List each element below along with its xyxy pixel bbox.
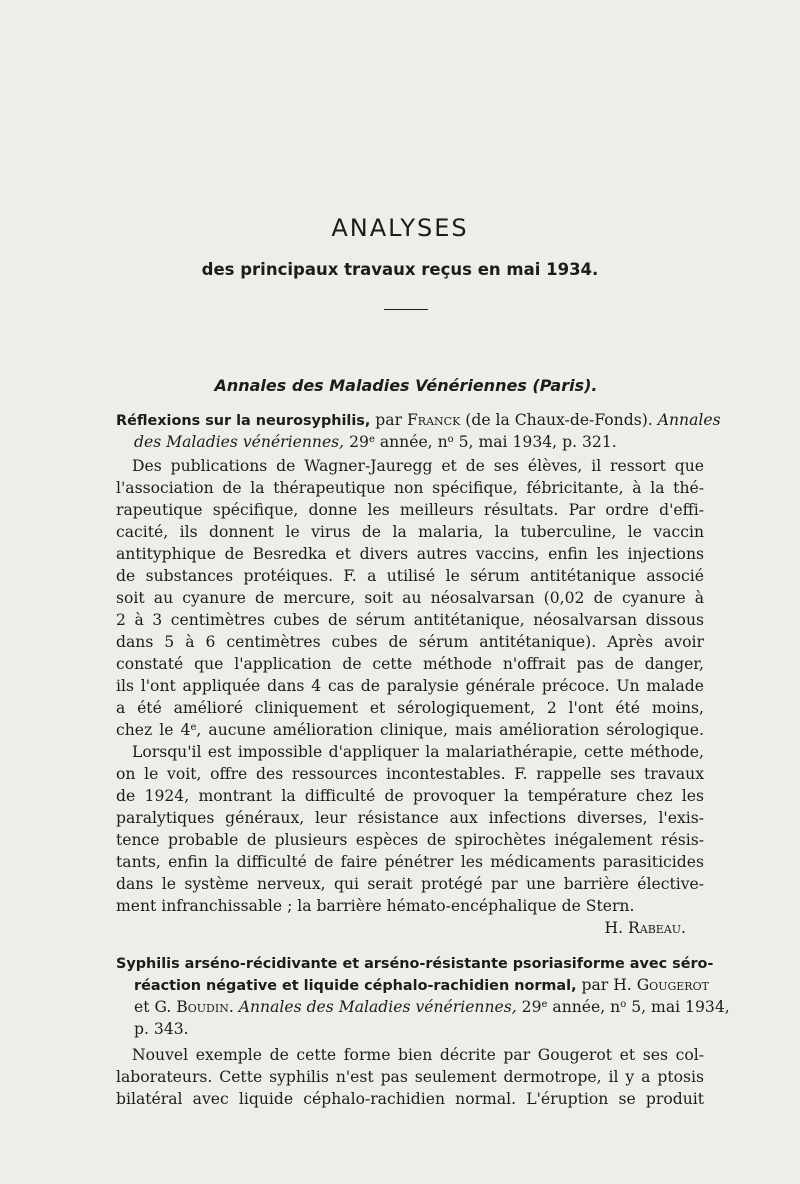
article1-body-line: cacité, ils donnent le virus de la malaria, la tuberculine, le vaccin bbox=[116, 523, 704, 541]
article2-title-line2: réaction négative et liquide céphalo-rachidien normal, bbox=[134, 978, 577, 994]
article2-title-line1: Syphilis arséno-récidivante et arséno-résistante psoriasiforme avec séro- bbox=[116, 956, 714, 972]
article1-body-line: de substances protéiques. F. a utilisé le sérum antitétanique associé bbox=[116, 567, 704, 585]
article1-ref-end: 5, mai 1934, p. 321. bbox=[453, 433, 617, 451]
article2-ref-no-sup: o bbox=[620, 999, 627, 1010]
article1-signature bbox=[116, 917, 686, 939]
article1-body-line: 2 à 3 centimètres cubes de sérum antitétanique, néosalvarsan dissous bbox=[116, 611, 704, 629]
article1-body-line: soit au cyanure de mercure, soit au néosalvarsan (0,02 de cyanure à bbox=[116, 589, 704, 607]
article1-heading bbox=[116, 409, 721, 431]
article2-ref-page: p. 343. bbox=[134, 1020, 189, 1038]
article2-by: par H. bbox=[576, 976, 637, 994]
article1-body-line: tants, enfin la difficulté de faire pénétrer les médicaments parasiticides bbox=[116, 853, 704, 871]
article1-ref-rest: année, n bbox=[374, 433, 448, 451]
article1-body-line: antityphique de Besredka et divers autres vaccins, enfin les injections bbox=[116, 545, 704, 563]
title-divider bbox=[384, 309, 428, 310]
article1-ref-year: 29 bbox=[344, 433, 369, 451]
article2-ref-end: 5, mai 1934, bbox=[626, 998, 730, 1016]
article2-and: et G. bbox=[134, 998, 177, 1016]
article1-location: (de la Chaux-de-Fonds). bbox=[460, 411, 658, 429]
article2-ref-year: 29 bbox=[516, 998, 542, 1016]
journal-heading: Annales des Maladies Vénériennes (Paris). bbox=[214, 376, 598, 395]
article1-body-line: on le voit, offre des ressources incontestables. F. rappelle ses travaux bbox=[116, 765, 704, 783]
article1-body-line: tence probable de plusieurs espèces de spirochètes inégalement résis- bbox=[116, 831, 704, 849]
article1-body-line: ils l'ont appliquée dans 4 cas de paralysie générale précoce. Un malade bbox=[116, 677, 704, 695]
page-subtitle: des principaux travaux reçus en mai 1934. bbox=[201, 260, 599, 279]
article1-signature-text: H. Rabeau. bbox=[604, 919, 686, 937]
article1-by: par bbox=[370, 411, 407, 429]
article1-text-part: chez le 4 bbox=[116, 721, 191, 739]
article2-heading-cont bbox=[134, 974, 709, 996]
article1-body-line: de 1924, montrant la difficulté de provoquer la température chez les bbox=[116, 787, 704, 805]
article1-ref-year-sup: e bbox=[368, 434, 375, 445]
article1-ref-no-sup: o bbox=[447, 434, 454, 445]
article1-text-part: , aucune amélioration clinique, mais amélioration sérologique. bbox=[196, 721, 704, 739]
article1-body-line: ment infranchissable ; la barrière hémato-encéphalique de Stern. bbox=[116, 897, 635, 915]
article1-author: Franck bbox=[406, 411, 461, 429]
article2-body-line: laborateurs. Cette syphilis n'est pas seulement dermotrope, il y a ptosis bbox=[116, 1068, 704, 1086]
article1-body-line: paralytiques généraux, leur résistance aux infections diverses, l'exis- bbox=[116, 809, 704, 827]
article1-ref-journal-2: des Maladies vénériennes, bbox=[134, 433, 345, 451]
page-title: ANALYSES bbox=[331, 214, 469, 242]
article1-body-line bbox=[116, 719, 704, 741]
article2-ref-year-sup: e bbox=[541, 999, 548, 1010]
article2-author2: Boudin bbox=[176, 998, 229, 1016]
article2-body-line: bilatéral avec liquide céphalo-rachidien normal. L'éruption se produit bbox=[116, 1090, 704, 1108]
article1-body-line: constaté que l'application de cette méthode n'offrait pas de danger, bbox=[116, 655, 704, 673]
article1-body-line: l'association de la thérapeutique non spécifique, fébricitante, à la thé- bbox=[116, 479, 704, 497]
article1-body-line: Lorsqu'il est impossible d'appliquer la malariathérapie, cette méthode, bbox=[132, 743, 704, 761]
article1-body-line: dans 5 à 6 centimètres cubes de sérum antitétanique). Après avoir bbox=[116, 633, 704, 651]
article1-ref-journal-1: Annales bbox=[657, 411, 721, 429]
article1-reference bbox=[134, 431, 704, 453]
article1-body-line: Des publications de Wagner-Jauregg et de ses élèves, il ressort que bbox=[132, 457, 704, 475]
article2-ref-rest: année, n bbox=[547, 998, 621, 1016]
article2-heading bbox=[116, 952, 714, 974]
article2-body-line: Nouvel exemple de cette forme bien décrite par Gougerot et ses col- bbox=[132, 1046, 704, 1064]
article1-body-line: rapeutique spécifique, donne les meilleurs résultats. Par ordre d'effi- bbox=[116, 501, 704, 519]
article2-author1: Gougerot bbox=[636, 976, 709, 994]
article1-body-line: a été amélioré cliniquement et sérologiquement, 2 l'ont été moins, bbox=[116, 699, 704, 717]
article1-title: Réflexions sur la neurosyphilis, bbox=[116, 413, 371, 429]
article2-reference: et G. Boudin. Annales des Maladies vénériennes, 29e année, $n^o$ 5, mai 1934, bbox=[134, 998, 730, 1016]
article1-text-sup: e bbox=[190, 722, 197, 733]
article1-body-line: dans le système nerveux, qui serait protégé par une barrière élective- bbox=[116, 875, 704, 893]
article2-ref-journal: Annales des Maladies vénériennes, bbox=[238, 998, 517, 1016]
